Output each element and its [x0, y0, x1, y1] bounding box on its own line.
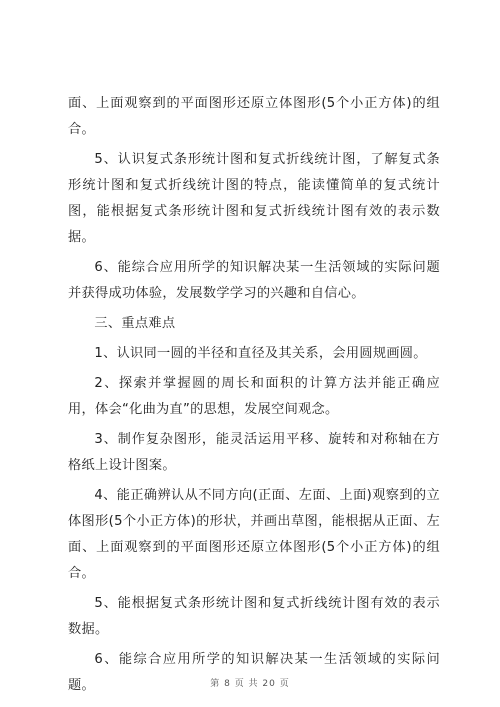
- section-heading: 三、重点难点: [94, 316, 176, 331]
- paragraph: 3、制作复杂图形，能灵活运用平移、旋转和对称轴在方格纸上设计图案。: [68, 432, 440, 473]
- page-number-footer: 第 8 页 共 20 页: [210, 679, 290, 689]
- paragraph: 1、认识同一圆的半径和直径及其关系，会用圆规画圆。: [94, 346, 427, 361]
- paragraph: 面、上面观察到的平面图形还原立体图形(5个小正方体)的组合。: [68, 96, 440, 137]
- paragraph: 4、能正确辨认从不同方向(正面、左面、上面)观察到的立体图形(5个小正方体)的形状，并画出草图，能根据从正面、左面、上面观察到的平面图形还原立体图形(5个小正方体)的组合。: [68, 488, 440, 581]
- paragraph: 6、能综合应用所学的知识解决某一生活领域的实际问题。: [68, 652, 440, 693]
- paragraph: 2、探索并掌握圆的周长和面积的计算方法并能正确应用，体会“化曲为直”的思想，发展空间观念。: [68, 376, 440, 417]
- document-body: [68, 91, 440, 703]
- paragraph: 6、能综合应用所学的知识解决某一生活领域的实际问题并获得成功体验，发展数学学习的兴趣和自信心。: [68, 260, 440, 301]
- paragraph: 5、能根据复式条形统计图和复式折线统计图有效的表示数据。: [68, 596, 440, 637]
- paragraph: 5、认识复式条形统计图和复式折线统计图，了解复式条形统计图和复式折线统计图的特点，能读懂简单的复式统计图，能根据复式条形统计图和复式折线统计图有效的表示数据。: [68, 152, 440, 245]
